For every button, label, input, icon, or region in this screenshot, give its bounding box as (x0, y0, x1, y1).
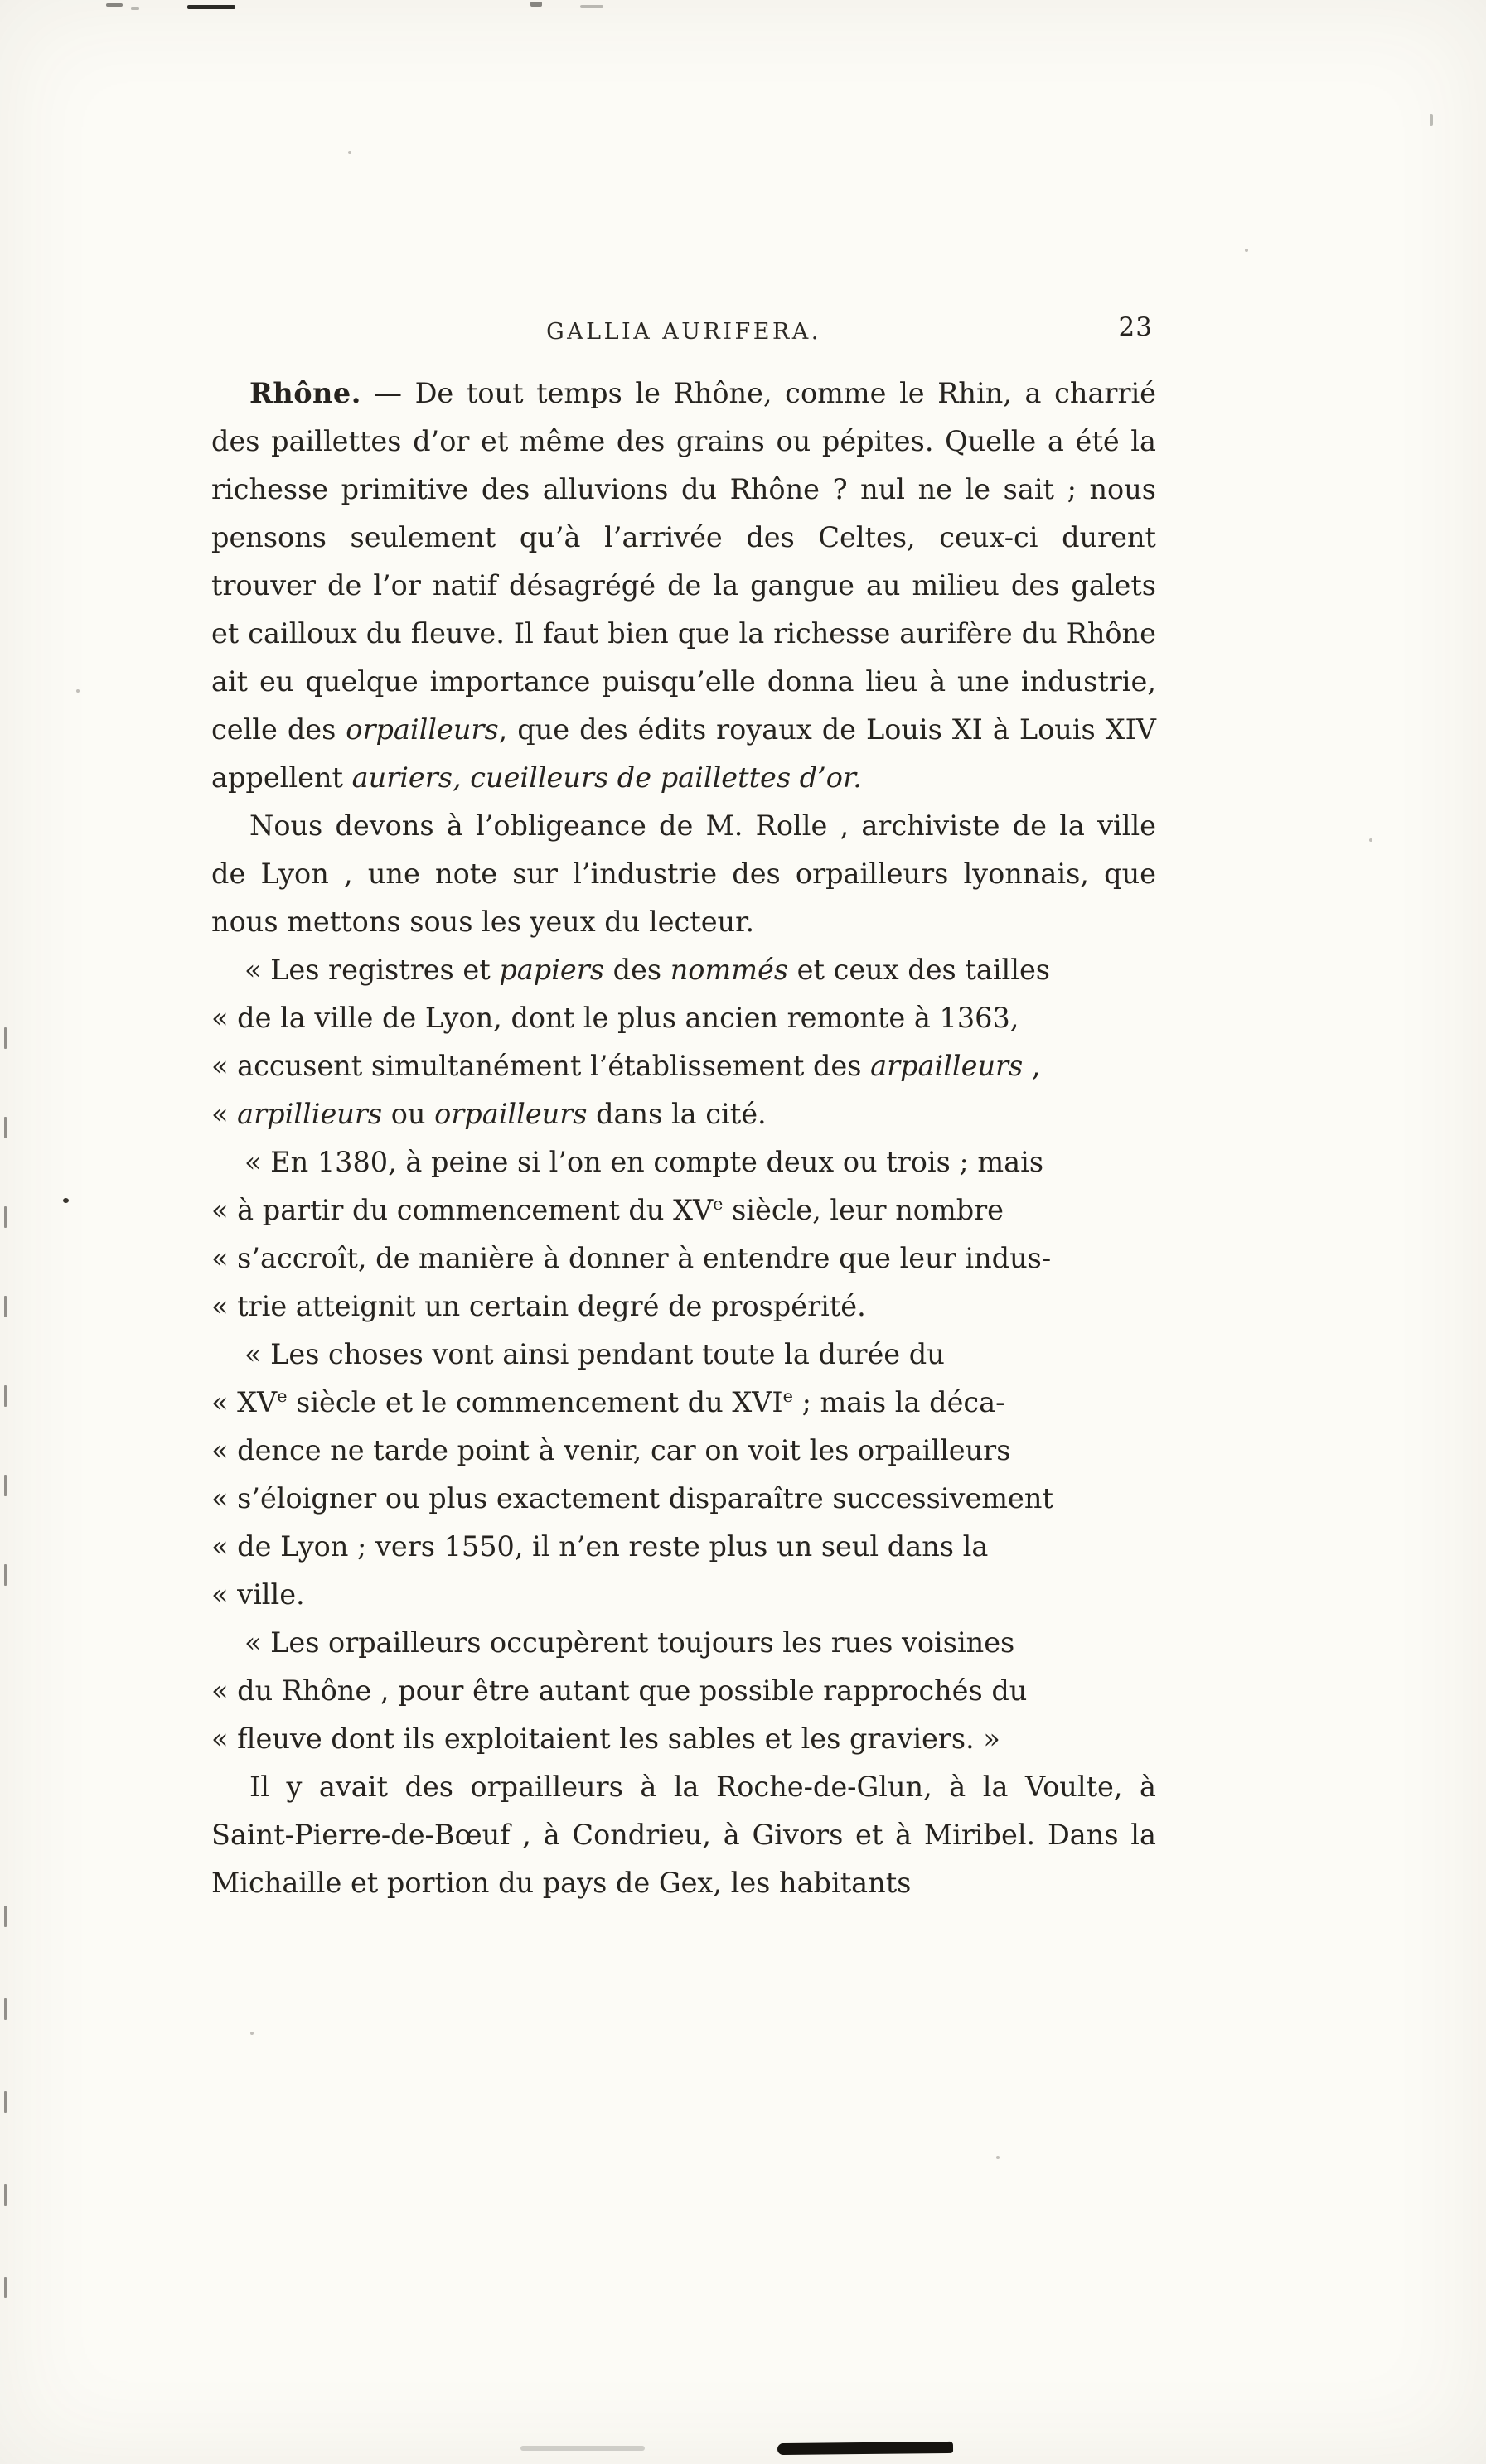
scan-dot (1369, 838, 1372, 842)
quote-line (211, 1090, 1156, 1138)
scan-tick (4, 2277, 7, 2298)
text-run: , (1023, 1050, 1041, 1082)
paragraph-rolle-note (211, 802, 1156, 946)
quote-line (211, 1427, 1156, 1475)
text-run: « Les choses vont ainsi pendant toute la durée du (244, 1338, 945, 1370)
text-run: siècle et le commencement du XVI (287, 1386, 783, 1418)
page-header (211, 312, 1156, 370)
quote-line (211, 1379, 1156, 1427)
scan-tick (4, 1206, 7, 1228)
quote-line (211, 1138, 1156, 1186)
quote-block-1 (211, 946, 1156, 1138)
text-block (211, 370, 1156, 1907)
scan-speck (131, 7, 139, 10)
scan-speck (187, 5, 235, 9)
quote-line (211, 1234, 1156, 1283)
text-run: et ceux des tailles (788, 954, 1050, 986)
scan-smudge (777, 2442, 953, 2455)
scan-tick (4, 1117, 7, 1138)
scan-speck (106, 3, 123, 7)
quote-block-3 (211, 1331, 1156, 1619)
quote-line (211, 946, 1156, 994)
quote-block-4 (211, 1619, 1156, 1763)
running-title: GALLIA AURIFERA. (546, 319, 821, 345)
quote-line (211, 1042, 1156, 1090)
text-run-superscript: e (277, 1385, 288, 1406)
text-run: siècle, leur nombre (723, 1194, 1004, 1226)
scan-dot (250, 2032, 254, 2035)
quote-line (211, 1475, 1156, 1523)
text-run-italic: arpillieurs (237, 1098, 383, 1130)
scan-tick (4, 2184, 7, 2206)
text-run: « du Rhône , pour être autant que possible rapprochés du (211, 1674, 1028, 1707)
text-run: Nous devons à l’obligeance de M. Rolle , archiviste de la ville de Lyon , une note sur l’industrie des orpailleurs lyonnais, que nous mettons sous les yeux du lecteur. (211, 809, 1156, 938)
scan-dot (996, 2156, 1000, 2159)
text-run-bold: Rhône. (249, 377, 361, 409)
text-run: « à partir du commencement du XV (211, 1194, 714, 1226)
text-run: « s’accroît, de manière à donner à entendre que leur indus- (211, 1242, 1052, 1274)
text-run: dans la cité. (587, 1098, 767, 1130)
text-run: « s’éloigner ou plus exactement disparaître successivement (211, 1482, 1053, 1515)
text-run: « de la ville de Lyon, dont le plus ancien remonte à 1363, (211, 1002, 1019, 1034)
scan-speck (580, 5, 603, 8)
quote-line (211, 1667, 1156, 1715)
quote-line (211, 1571, 1156, 1619)
text-run-italic: auriers, cueilleurs de paillettes d’or. (351, 761, 862, 794)
scan-smudge (520, 2446, 645, 2451)
page-number: 23 (1118, 312, 1153, 342)
paragraph-places (211, 1763, 1156, 1907)
scan-speck (530, 2, 542, 7)
text-run-superscript: e (782, 1385, 793, 1406)
scan-tick (4, 2091, 7, 2113)
text-run: ou (382, 1098, 435, 1130)
text-run: « Les registres et (244, 954, 500, 986)
text-run: « XV (211, 1386, 278, 1418)
text-run: « de Lyon ; vers 1550, il n’en reste plus un seul dans la (211, 1530, 989, 1563)
text-run: des (603, 954, 670, 986)
text-run-italic: orpailleurs (434, 1098, 588, 1130)
text-run: « dence ne tarde point à venir, car on voit les orpailleurs (211, 1434, 1011, 1466)
scan-tick (4, 1906, 7, 1927)
quote-line (211, 1523, 1156, 1571)
text-run-italic: arpailleurs (870, 1050, 1024, 1082)
text-run-italic: orpailleurs (346, 713, 499, 746)
quote-line (211, 1283, 1156, 1331)
scan-dot (348, 151, 351, 154)
text-run-superscript: e (713, 1193, 724, 1214)
scan-tick (4, 1027, 7, 1049)
scan-dot (76, 689, 80, 693)
scan-tick (4, 1564, 7, 1586)
paragraph-rhone (211, 370, 1156, 802)
text-run: Il y avait des orpailleurs à la Roche-de-Glun, à la Voulte, à Saint-Pierre-de-Bœuf , à Condrieu, à Givors et à Miribel. Dans la Michaille et portion du pays de Gex, les habitants (211, 1771, 1156, 1899)
scan-dot (63, 1198, 69, 1203)
quote-line (211, 1715, 1156, 1763)
text-run: « (211, 1098, 238, 1130)
quote-line (211, 1331, 1156, 1379)
quote-line (211, 1186, 1156, 1234)
scan-tick (4, 1475, 7, 1496)
text-run: — De tout temps le Rhône, comme le Rhin, a charrié des paillettes d’or et même des grains ou pépites. Quelle a été la richesse primitive des alluvions du Rhône ? nul ne le sait ; nous pensons seulement qu’à l’arrivée des Celtes, ceux-ci durent trouver de l’or natif désagrégé de la gangue au milieu des galets et cailloux du fleuve. Il faut bien que la richesse aurifère du Rhône ait eu quelque importance puisqu’elle donna lieu à une industrie, celle des (211, 377, 1156, 746)
quote-line (211, 994, 1156, 1042)
text-run: « fleuve dont ils exploitaient les sables et les graviers. » (211, 1722, 1000, 1755)
quote-block-2 (211, 1138, 1156, 1331)
scan-speck (1430, 114, 1433, 126)
text-run: « ville. (211, 1578, 305, 1611)
scan-tick (4, 1385, 7, 1407)
scan-tick (4, 1296, 7, 1317)
text-run: , que des édits royaux de Louis XI à Louis XIV appellent (211, 713, 1156, 794)
text-run: « En 1380, à peine si l’on en compte deux ou trois ; mais (244, 1146, 1044, 1178)
quote-line (211, 1619, 1156, 1667)
scan-tick (4, 1998, 7, 2020)
text-run: « Les orpailleurs occupèrent toujours les rues voisines (244, 1626, 1015, 1659)
text-run: ; mais la déca- (792, 1386, 1005, 1418)
text-run: « accusent simultanément l’établissement des (211, 1050, 871, 1082)
scan-dot (1245, 249, 1248, 252)
text-run-italic: nommés (670, 954, 788, 986)
text-run: « trie atteignit un certain degré de prospérité. (211, 1290, 866, 1322)
text-run-italic: papiers (499, 954, 604, 986)
